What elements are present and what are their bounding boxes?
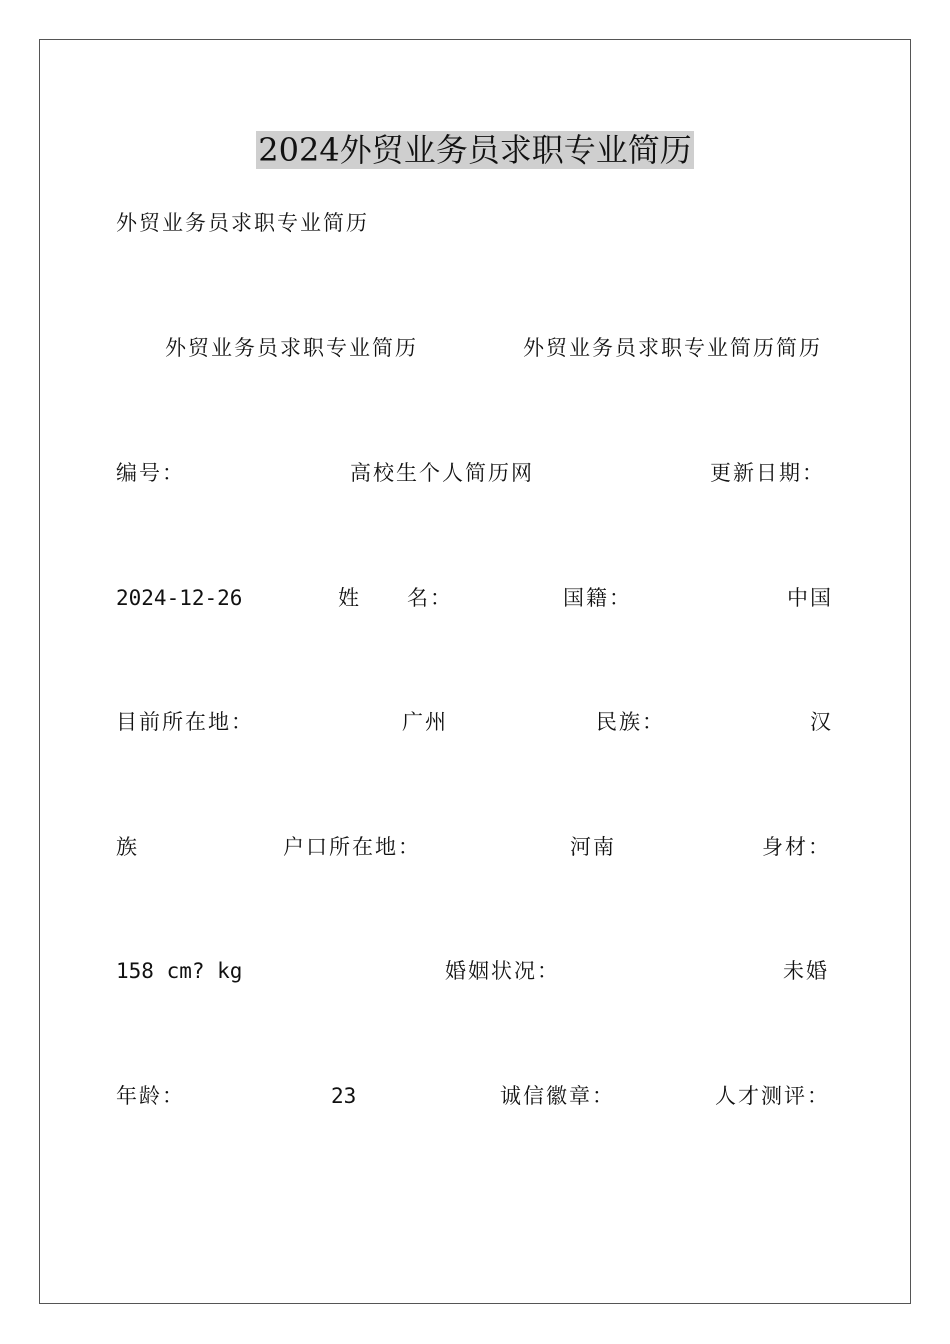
line1-right: 外贸业务员求职专业简历简历 [523, 336, 822, 360]
body-label: 身材： [762, 835, 831, 859]
talent-assessment-label: 人才测评： [715, 1084, 830, 1108]
line1-left: 外贸业务员求职专业简历 [165, 336, 418, 360]
hukou-value: 河南 [570, 835, 616, 859]
document-title-text: 2024外贸业务员求职专业简历 [258, 131, 692, 169]
ethnicity-label: 民族： [596, 710, 665, 734]
age-value: 23 [331, 1084, 357, 1108]
ethnicity-value-part2: 族 [116, 835, 139, 859]
nationality-value: 中国 [787, 586, 833, 610]
updated-label: 更新日期： [710, 461, 825, 485]
body-value: 158 cm? kg [116, 959, 243, 983]
marital-value: 未婚 [783, 959, 829, 983]
ethnicity-value-part1: 汉 [810, 710, 833, 734]
update-date: 2024-12-26 [116, 586, 243, 610]
location-label: 目前所在地： [116, 710, 254, 734]
location-value: 广州 [402, 710, 448, 734]
credit-badge-label: 诚信徽章： [500, 1084, 615, 1108]
name-label: 姓 名： [338, 586, 453, 610]
subtitle: 外贸业务员求职专业简历 [116, 211, 369, 235]
nationality-label: 国籍： [563, 586, 632, 610]
id-label: 编号： [116, 461, 185, 485]
document-title [0, 128, 950, 172]
hukou-label: 户口所在地： [283, 835, 421, 859]
marital-label: 婚姻状况： [445, 959, 560, 983]
age-label: 年龄： [116, 1084, 185, 1108]
site-name: 高校生个人简历网 [350, 461, 534, 485]
